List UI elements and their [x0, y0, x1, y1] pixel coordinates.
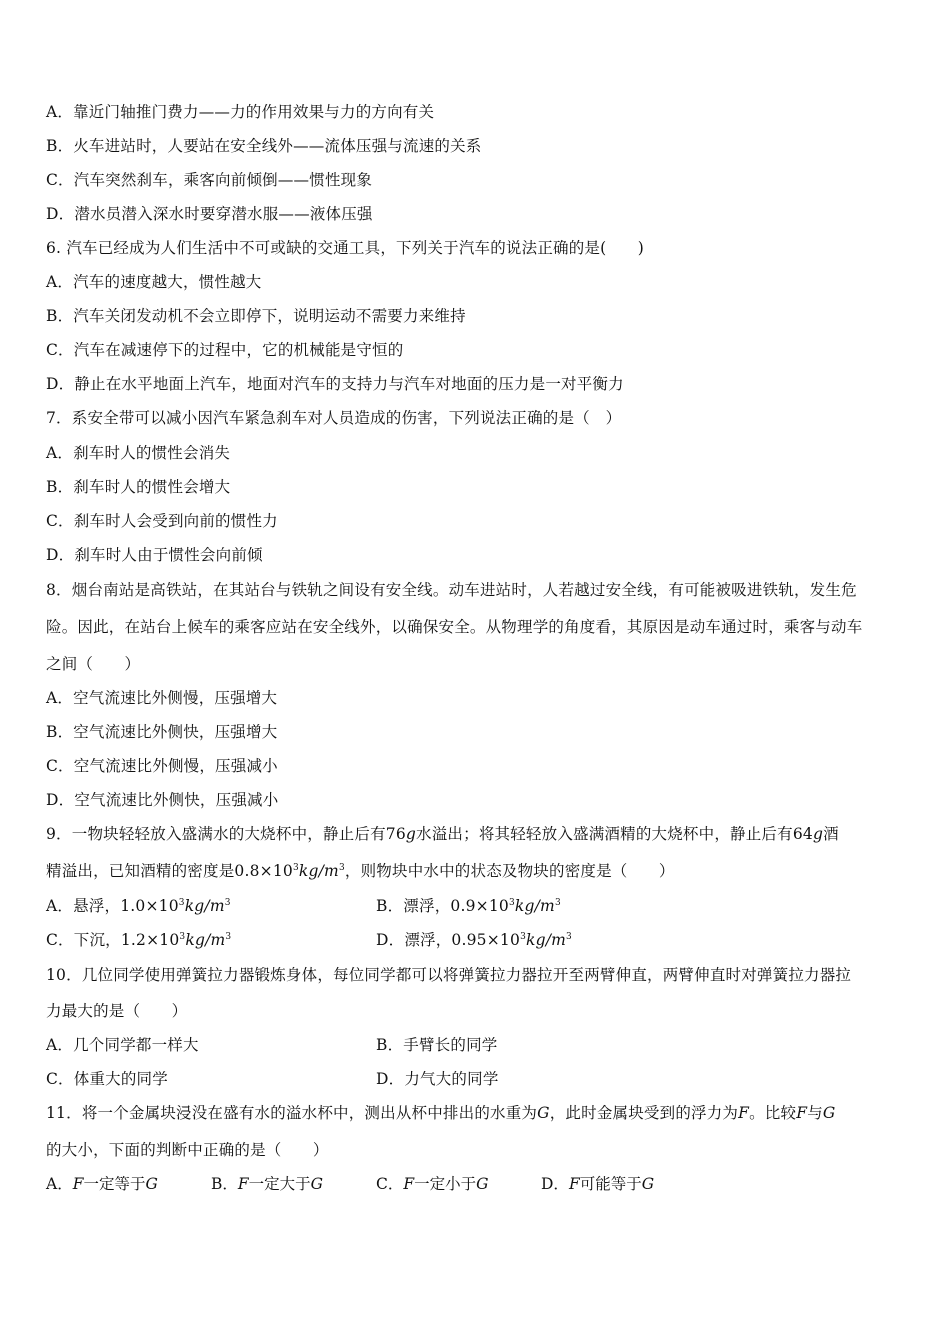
q10-option-b: B．手臂长的同学 [376, 1036, 498, 1054]
q11-option-c: C．F一定小于G [376, 1175, 489, 1193]
q5-option-a: A．靠近门轴推门费力——力的作用效果与力的方向有关 [46, 103, 435, 121]
q9-option-c: C．下沉，$1.2\times 10^3kg/m^3$ [46, 931, 232, 949]
q6-option-d: D．静止在水平地面上汽车，地面对汽车的支持力与汽车对地面的压力是一对平衡力 [46, 375, 624, 393]
q11-option-a: A．F一定等于G [46, 1175, 158, 1193]
q8-stem-line1: 8．烟台南站是高铁站，在其站台与铁轨之间设有安全线。动车进站时，人若越过安全线，有可能被吸进铁轨，发生危 [46, 581, 857, 599]
q9-stem-line2: 精溢出，已知酒精的密度是$0.8\times 10^3kg/m^3$，则物块中水中的状态及物块的密度是（ ） [46, 862, 675, 880]
q11-option-b: B．F一定大于G [211, 1175, 324, 1193]
q7-option-b: B．刹车时人的惯性会增大 [46, 478, 231, 496]
q10-option-c: C．体重大的同学 [46, 1070, 168, 1088]
q7-option-a: A．刹车时人的惯性会消失 [46, 444, 231, 462]
q7-option-c: C．刹车时人会受到向前的惯性力 [46, 512, 278, 530]
q8-stem-line2: 险。因此，在站台上候车的乘客应站在安全线外，以确保安全。从物理学的角度看，其原因是动车通过时，乘客与动车 [46, 618, 863, 636]
q8-option-a: A．空气流速比外侧慢，压强增大 [46, 689, 278, 707]
q7-stem: 7．系安全带可以减小因汽车紧急刹车对人员造成的伤害，下列说法正确的是（ ） [46, 409, 622, 427]
q11-option-d: D．F可能等于G [541, 1175, 655, 1193]
q9-option-b: B．漂浮，$0.9\times 10^3kg/m^3$ [376, 897, 561, 915]
q5-option-c: C．汽车突然刹车，乘客向前倾倒——惯性现象 [46, 171, 373, 189]
q5-option-d: D．潜水员潜入深水时要穿潜水服——液体压强 [46, 205, 373, 223]
q9-option-d: D．漂浮，$0.95\times 10^3kg/m^3$ [376, 931, 572, 949]
q5-option-b: B．火车进站时，人要站在安全线外——流体压强与流速的关系 [46, 137, 482, 155]
q10-option-d: D．力气大的同学 [376, 1070, 499, 1088]
q9-option-a: A．悬浮，$1.0\times 10^3kg/m^3$ [46, 897, 231, 915]
q10-stem-line1: 10．几位同学使用弹簧拉力器锻炼身体，每位同学都可以将弹簧拉力器拉开至两臂伸直，两臂伸直时对弹簧拉力器拉 [46, 966, 852, 984]
q8-stem-line3: 之间（ ） [46, 655, 141, 673]
q6-stem: 6. 汽车已经成为人们生活中不可或缺的交通工具，下列关于汽车的说法正确的是( ) [46, 239, 645, 257]
q10-option-a: A．几个同学都一样大 [46, 1036, 199, 1054]
q10-stem-line2: 力最大的是（ ） [46, 1002, 188, 1020]
q6-option-c: C．汽车在减速停下的过程中，它的机械能是守恒的 [46, 341, 404, 359]
q11-stem-line2: 的大小，下面的判断中正确的是（ ） [46, 1141, 329, 1159]
q8-option-b: B．空气流速比外侧快，压强增大 [46, 723, 278, 741]
q6-option-b: B．汽车关闭发动机不会立即停下，说明运动不需要力来维持 [46, 307, 466, 325]
q8-option-c: C．空气流速比外侧慢，压强减小 [46, 757, 278, 775]
q11-stem-line1: 11．将一个金属块浸没在盛有水的溢水杯中，测出从杯中排出的水重为G，此时金属块受到的浮力为F。比较F与G [46, 1104, 836, 1122]
q7-option-d: D．刹车时人由于惯性会向前倾 [46, 546, 263, 564]
q9-stem-line1: 9．一物块轻轻放入盛满水的大烧杯中，静止后有76g水溢出；将其轻轻放入盛满酒精的大烧杯中，静止后有64g酒 [46, 825, 839, 843]
q8-option-d: D．空气流速比外侧快，压强减小 [46, 791, 279, 809]
q6-option-a: A．汽车的速度越大，惯性越大 [46, 273, 262, 291]
